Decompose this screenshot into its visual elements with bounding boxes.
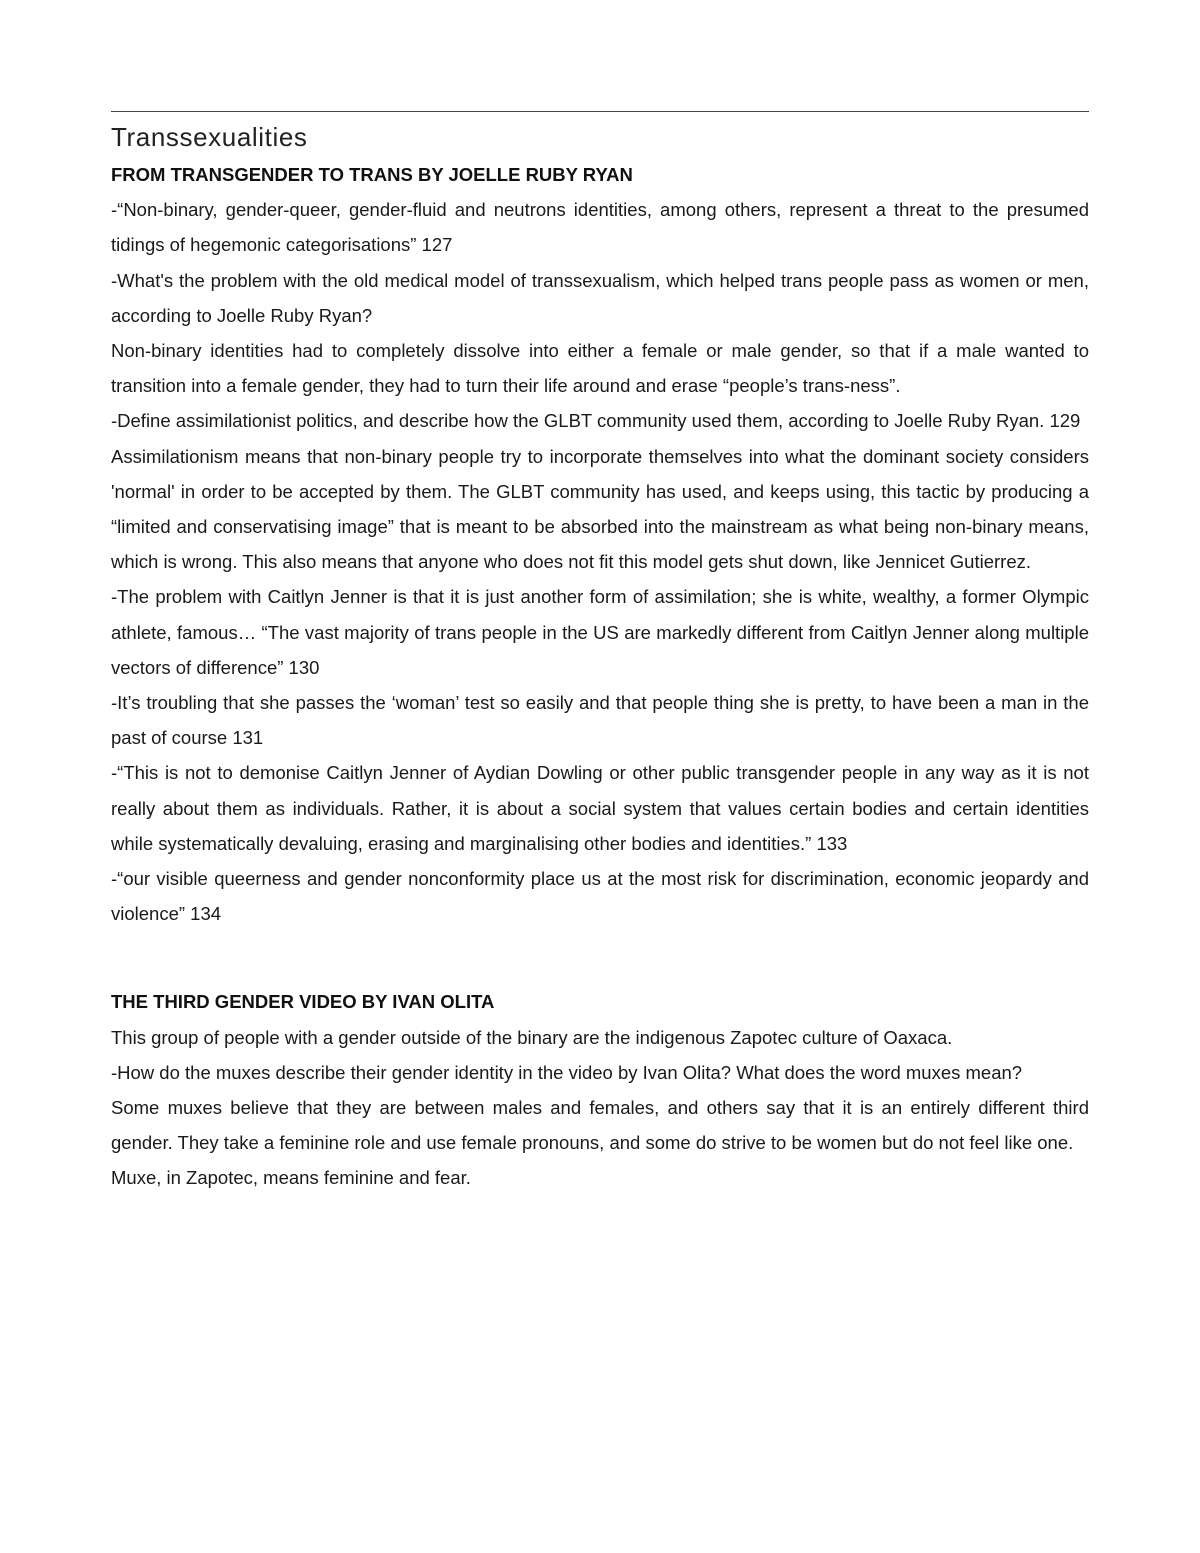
document-page [111,111,1089,1196]
section-ryan [111,157,1089,931]
paragraph: Non-binary identities had to completely dissolve into either a female or male gender, so that if a male wanted to transition into a female gender, they had to turn their life around and erase “people’s trans-ness”. [111,340,1089,397]
section-heading: THE THIRD GENDER VIDEO BY IVAN OLITA [111,991,495,1013]
paragraph: -What's the problem with the old medical model of transsexualism, which helped trans people pass as women or men, according to Joelle Ruby Ryan? [111,269,1089,326]
section-spacer [111,931,1089,984]
paragraph: Muxe, in Zapotec, means feminine and fear. [111,1167,471,1189]
paragraph: -“This is not to demonise Caitlyn Jenner of Aydian Dowling or other public transgender people in any way as it is not really about them as individuals. Rather, it is about a social system that values certain bodies and certain identities while systematically devaluing, erasing and marginalising other bodies and identities.” 133 [111,762,1089,854]
paragraph: -How do the muxes describe their gender identity in the video by Ivan Olita? What does the word muxes mean? [111,1061,1023,1083]
paragraph: This group of people with a gender outside of the binary are the indigenous Zapotec culture of Oaxaca. [111,1026,953,1048]
paragraph: -“Non-binary, gender-queer, gender-fluid and neutrons identities, among others, represent a threat to the presumed tidings of hegemonic categorisations” 127 [111,199,1089,256]
paragraph: -The problem with Caitlyn Jenner is that it is just another form of assimilation; she is white, wealthy, a former Olympic athlete, famous… “The vast majority of trans people in the US are markedly different from Caitlyn Jenner along multiple vectors of difference” 130 [111,586,1089,678]
top-divider [111,111,1089,112]
paragraph: -It’s troubling that she passes the ‘woman’ test so easily and that people thing she is pretty, to have been a man in the past of course 131 [111,692,1089,749]
section-olita [111,984,1089,1195]
paragraph: -“our visible queerness and gender nonconformity place us at the most risk for discrimination, economic jeopardy and violence” 134 [111,868,1089,925]
paragraph: Some muxes believe that they are between males and females, and others say that it is an entirely different third gender. They take a feminine role and use female pronouns, and some do strive to be women but do not feel like one. [111,1097,1089,1154]
document-title: Transsexualities [111,122,308,152]
paragraph: -Define assimilationist politics, and describe how the GLBT community used them, according to Joelle Ruby Ryan. 129 [111,410,1081,432]
paragraph: Assimilationism means that non-binary people try to incorporate themselves into what the dominant society considers 'normal' in order to be accepted by them. The GLBT community has used, and keeps using, this tactic by producing a “limited and conservatising image” that is meant to be absorbed into the mainstream as what being non-binary means, which is wrong. This also means that anyone who does not fit this model gets shut down, like Jennicet Gutierrez. [111,445,1089,573]
section-heading: FROM TRANSGENDER TO TRANS BY JOELLE RUBY RYAN [111,164,633,185]
